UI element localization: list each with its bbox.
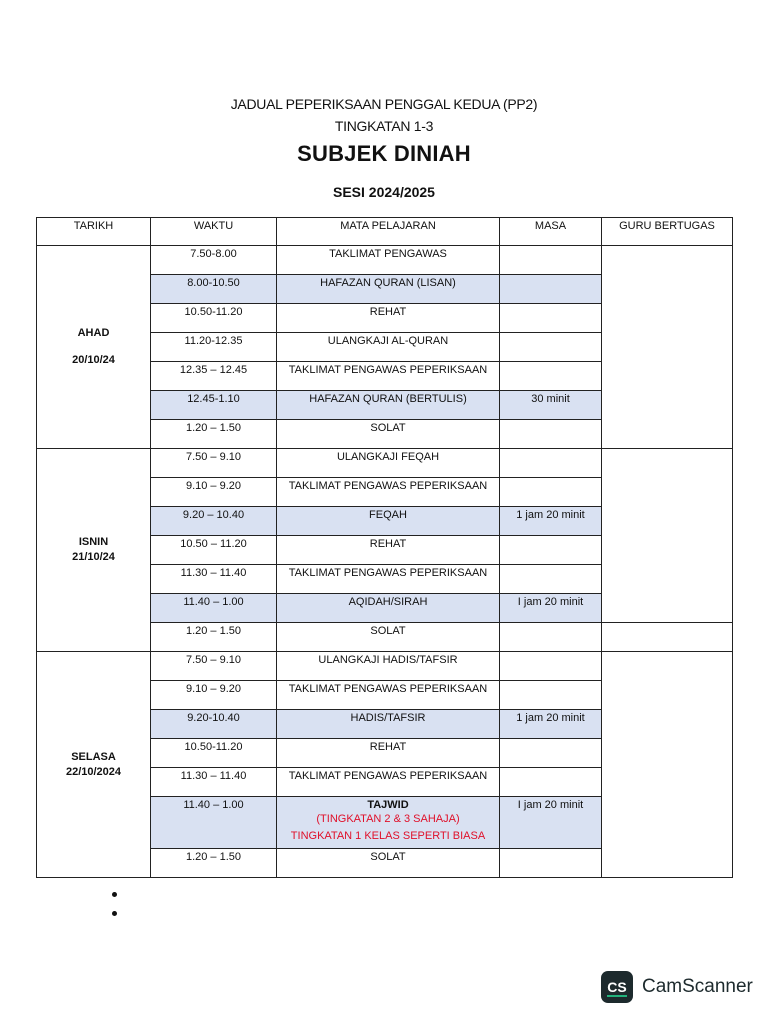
masa-cell <box>500 681 602 710</box>
doc-title-line2: TINGKATAN 1-3 <box>334 118 434 134</box>
bullet-point <box>112 892 117 897</box>
masa-cell <box>500 739 602 768</box>
day-name: AHAD <box>77 327 110 339</box>
subject-cell: HAFAZAN QURAN (BERTULIS) <box>277 391 500 420</box>
doc-subject-title: SUBJEK DINIAH <box>297 141 471 166</box>
waktu-cell: 9.10 – 9.20 <box>151 478 277 507</box>
waktu-cell: 9.20 – 10.40 <box>151 507 277 536</box>
waktu-cell: 1.20 – 1.50 <box>151 420 277 449</box>
guru-cell <box>602 652 733 878</box>
waktu-cell: 7.50-8.00 <box>151 246 277 275</box>
day-cell-isnin <box>37 449 151 652</box>
masa-cell <box>500 623 602 652</box>
bullet-point <box>112 911 117 916</box>
waktu-cell: 11.30 – 11.40 <box>151 565 277 594</box>
waktu-cell: 8.00-10.50 <box>151 275 277 304</box>
subject-cell: TAKLIMAT PENGAWAS <box>277 246 500 275</box>
subject-cell: SOLAT <box>277 420 500 449</box>
subject-cell <box>277 797 500 849</box>
table-header-row <box>37 218 733 246</box>
subject-cell: ULANGKAJI HADIS/TAFSIR <box>277 652 500 681</box>
masa-cell: 30 minit <box>500 391 602 420</box>
waktu-cell: 11.40 – 1.00 <box>151 594 277 623</box>
guru-cell <box>602 623 733 652</box>
subject-cell: TAKLIMAT PENGAWAS PEPERIKSAAN <box>277 768 500 797</box>
doc-title-line1: JADUAL PEPERIKSAAN PENGGAL KEDUA (PP2) <box>230 96 538 112</box>
subject-cell: TAKLIMAT PENGAWAS PEPERIKSAAN <box>277 681 500 710</box>
masa-cell: I jam 20 minit <box>500 797 602 849</box>
subject-cell: FEQAH <box>277 507 500 536</box>
masa-cell <box>500 849 602 878</box>
subject-cell: HADIS/TAFSIR <box>277 710 500 739</box>
subject-cell: TAKLIMAT PENGAWAS PEPERIKSAAN <box>277 478 500 507</box>
waktu-cell: 1.20 – 1.50 <box>151 849 277 878</box>
masa-cell <box>500 420 602 449</box>
masa-cell <box>500 304 602 333</box>
camscanner-brand-text: CamScanner <box>642 976 753 997</box>
subject-title: TAJWID <box>367 799 409 811</box>
exam-schedule-table <box>36 217 733 878</box>
subject-note-forms: (TINGKATAN 2 & 3 SAHAJA) <box>316 813 460 825</box>
subject-cell: REHAT <box>277 739 500 768</box>
col-header-waktu: WAKTU <box>151 218 277 246</box>
masa-cell: 1 jam 20 minit <box>500 507 602 536</box>
day-name: ISNIN <box>78 536 109 548</box>
waktu-cell: 11.40 – 1.00 <box>151 797 277 849</box>
masa-cell: 1 jam 20 minit <box>500 710 602 739</box>
day-date: 22/10/2024 <box>65 765 122 778</box>
doc-session: SESI 2024/2025 <box>333 184 435 200</box>
waktu-cell: 11.20-12.35 <box>151 333 277 362</box>
subject-cell: REHAT <box>277 536 500 565</box>
col-header-mata-pelajaran: MATA PELAJARAN <box>277 218 500 246</box>
masa-cell <box>500 333 602 362</box>
camscanner-watermark <box>601 971 753 1003</box>
table-row <box>37 246 733 275</box>
subject-cell: ULANGKAJI FEQAH <box>277 449 500 478</box>
subject-cell: SOLAT <box>277 849 500 878</box>
subject-cell: SOLAT <box>277 623 500 652</box>
waktu-cell: 7.50 – 9.10 <box>151 652 277 681</box>
waktu-cell: 9.10 – 9.20 <box>151 681 277 710</box>
waktu-cell: 1.20 – 1.50 <box>151 623 277 652</box>
col-header-masa: MASA <box>500 218 602 246</box>
waktu-cell: 9.20-10.40 <box>151 710 277 739</box>
masa-cell: I jam 20 minit <box>500 594 602 623</box>
subject-cell: ULANGKAJI AL-QURAN <box>277 333 500 362</box>
waktu-cell: 7.50 – 9.10 <box>151 449 277 478</box>
col-header-tarikh: TARIKH <box>37 218 151 246</box>
day-cell-selasa <box>37 652 151 878</box>
day-name: SELASA <box>71 750 116 763</box>
masa-cell <box>500 768 602 797</box>
camscanner-logo-icon: CS <box>601 971 633 1003</box>
waktu-cell: 10.50-11.20 <box>151 739 277 768</box>
day-date: 20/10/24 <box>72 354 115 366</box>
day-cell-ahad <box>37 246 151 449</box>
subject-cell: TAKLIMAT PENGAWAS PEPERIKSAAN <box>277 565 500 594</box>
masa-cell <box>500 449 602 478</box>
subject-cell: TAKLIMAT PENGAWAS PEPERIKSAAN <box>277 362 500 391</box>
masa-cell <box>500 536 602 565</box>
guru-cell <box>602 246 733 449</box>
waktu-cell: 11.30 – 11.40 <box>151 768 277 797</box>
table-row <box>37 652 733 681</box>
masa-cell <box>500 565 602 594</box>
empty-bullet-list <box>112 892 117 930</box>
guru-cell <box>602 449 733 623</box>
masa-cell <box>500 246 602 275</box>
masa-cell <box>500 652 602 681</box>
day-date: 21/10/24 <box>72 551 115 563</box>
masa-cell <box>500 362 602 391</box>
subject-cell: AQIDAH/SIRAH <box>277 594 500 623</box>
subject-note-form1: TINGKATAN 1 KELAS SEPERTI BIASA <box>290 830 486 842</box>
table-row <box>37 449 733 478</box>
waktu-cell: 12.45-1.10 <box>151 391 277 420</box>
col-header-guru-bertugas: GURU BERTUGAS <box>602 218 733 246</box>
subject-cell: HAFAZAN QURAN (LISAN) <box>277 275 500 304</box>
waktu-cell: 10.50-11.20 <box>151 304 277 333</box>
waktu-cell: 12.35 – 12.45 <box>151 362 277 391</box>
masa-cell <box>500 275 602 304</box>
waktu-cell: 10.50 – 11.20 <box>151 536 277 565</box>
subject-cell: REHAT <box>277 304 500 333</box>
masa-cell <box>500 478 602 507</box>
